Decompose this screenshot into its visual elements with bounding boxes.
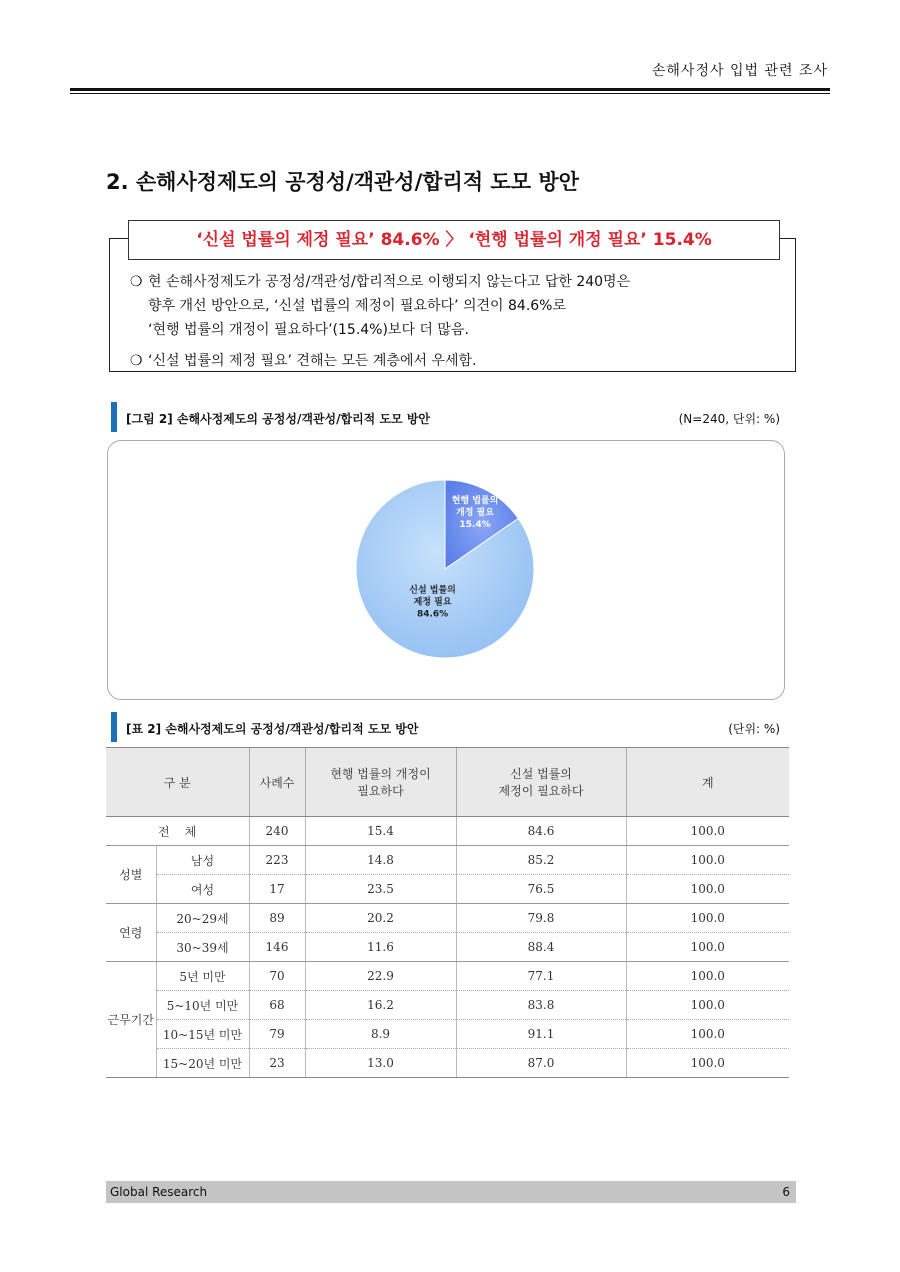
row-label: 전 체	[106, 817, 249, 846]
cell-a: 13.0	[305, 1049, 456, 1078]
cell-b: 87.0	[456, 1049, 626, 1078]
cell-n: 79	[249, 1020, 305, 1049]
cell-n: 89	[249, 904, 305, 933]
pie-label-text: 현행 법률의	[451, 496, 499, 506]
figure-caption-bar	[111, 402, 117, 432]
pie-label-text: 제정 필요	[413, 597, 452, 608]
pie-chart	[107, 440, 783, 698]
bullet-2-line-1: ‘신설 법률의 제정 필요’ 견해는 모든 계층에서 우세함.	[148, 353, 477, 369]
bullet-mark: ❍	[130, 353, 143, 369]
table-unit: (단위: %)	[728, 722, 780, 736]
cell-n: 240	[249, 817, 305, 846]
cell-b: 76.5	[456, 875, 626, 904]
section-title: 2. 손해사정제도의 공정성/객관성/합리적 도모 방안	[106, 170, 579, 194]
footer-brand: Global Research	[110, 1185, 208, 1199]
table-row	[106, 991, 789, 1020]
pie-value-label: 15.4%	[459, 520, 491, 530]
summary-banner: ‘신설 법률의 제정 필요’ 84.6% 〉 ‘현행 법률의 개정 필요’ 15.4%	[128, 220, 780, 260]
row-label: 5년 미만	[156, 962, 249, 991]
table-header-cell	[626, 748, 789, 817]
table-row	[106, 904, 789, 933]
row-label: 여성	[156, 875, 249, 904]
cell-a: 11.6	[305, 933, 456, 962]
figure-caption: [그림 2] 손해사정제도의 공정성/객관성/합리적 도모 방안	[126, 412, 430, 426]
results-table	[106, 747, 789, 1078]
cell-sum: 100.0	[626, 846, 789, 875]
row-label: 30~39세	[156, 933, 249, 962]
cell-b: 85.2	[456, 846, 626, 875]
bullet-1-line-3: ‘현행 법률의 개정이 필요하다’(15.4%)보다 더 많음.	[148, 322, 469, 338]
cell-b: 77.1	[456, 962, 626, 991]
cell-a: 23.5	[305, 875, 456, 904]
bullet-2	[130, 349, 477, 373]
table-row-total	[106, 817, 789, 846]
group-label: 연령	[106, 904, 156, 962]
cell-a: 16.2	[305, 991, 456, 1020]
footer-bar	[106, 1181, 796, 1203]
cell-b: 88.4	[456, 933, 626, 962]
figure-unit: (N=240, 단위: %)	[678, 412, 780, 426]
table-header-text: 필요하다	[357, 784, 404, 798]
row-label: 5~10년 미만	[156, 991, 249, 1020]
cell-n: 146	[249, 933, 305, 962]
table-header-cell	[456, 748, 626, 817]
page-number: 6	[782, 1185, 790, 1199]
cell-a: 20.2	[305, 904, 456, 933]
row-label: 15~20년 미만	[156, 1049, 249, 1078]
bullet-1-line-2: 향후 개선 방안으로, ‘신설 법률의 제정이 필요하다’ 의견이 84.6%로	[148, 298, 567, 314]
cell-b: 79.8	[456, 904, 626, 933]
table-header-cell	[249, 748, 305, 817]
pie-label-text: 개정 필요	[456, 508, 494, 518]
pie-label-text: 신설 법률의	[409, 585, 456, 596]
cell-b: 83.8	[456, 991, 626, 1020]
table-row	[106, 933, 789, 962]
cell-a: 14.8	[305, 846, 456, 875]
cell-n: 68	[249, 991, 305, 1020]
table-header-cell	[305, 748, 456, 817]
table-row	[106, 875, 789, 904]
table-header-text: 제정이 필요하다	[498, 784, 584, 798]
table-row	[106, 1049, 789, 1078]
cell-sum: 100.0	[626, 991, 789, 1020]
group-label: 근무기간	[106, 962, 156, 1078]
pie-value-label: 84.6%	[416, 609, 449, 620]
header-rule-thin	[70, 93, 830, 94]
table-row	[106, 1020, 789, 1049]
cell-sum: 100.0	[626, 875, 789, 904]
table-caption-bar	[111, 712, 117, 742]
table-caption: [표 2] 손해사정제도의 공정성/객관성/합리적 도모 방안	[126, 722, 419, 736]
table-header-cell	[106, 748, 249, 817]
cell-sum: 100.0	[626, 817, 789, 846]
cell-n: 70	[249, 962, 305, 991]
table-row	[106, 962, 789, 991]
cell-sum: 100.0	[626, 1049, 789, 1078]
table-header-text: 구 분	[163, 775, 191, 790]
cell-sum: 100.0	[626, 1020, 789, 1049]
cell-sum: 100.0	[626, 904, 789, 933]
cell-n: 17	[249, 875, 305, 904]
table-header-text: 사례수	[259, 775, 295, 790]
row-label: 남성	[156, 846, 249, 875]
cell-a: 15.4	[305, 817, 456, 846]
row-label: 20~29세	[156, 904, 249, 933]
cell-a: 8.9	[305, 1020, 456, 1049]
table-row	[106, 846, 789, 875]
cell-a: 22.9	[305, 962, 456, 991]
bullet-1	[130, 270, 630, 342]
cell-sum: 100.0	[626, 933, 789, 962]
cell-b: 91.1	[456, 1020, 626, 1049]
group-label: 성별	[106, 846, 156, 904]
table-header-text: 계	[701, 775, 714, 790]
row-label: 10~15년 미만	[156, 1020, 249, 1049]
cell-n: 223	[249, 846, 305, 875]
cell-sum: 100.0	[626, 962, 789, 991]
bullet-mark: ❍	[130, 274, 143, 290]
table-header-text: 신설 법률의	[510, 767, 572, 781]
cell-b: 84.6	[456, 817, 626, 846]
bullet-1-line-1: 현 손해사정제도가 공정성/객관성/합리적으로 이행되지 않는다고 답한 240명은	[148, 274, 631, 290]
table-header-text: 현행 법률의 개정이	[330, 767, 431, 781]
table-header-row	[106, 748, 789, 817]
cell-n: 23	[249, 1049, 305, 1078]
header-rule-thick	[70, 88, 830, 91]
running-header-title: 손해사정사 입법 관련 조사	[651, 63, 828, 79]
